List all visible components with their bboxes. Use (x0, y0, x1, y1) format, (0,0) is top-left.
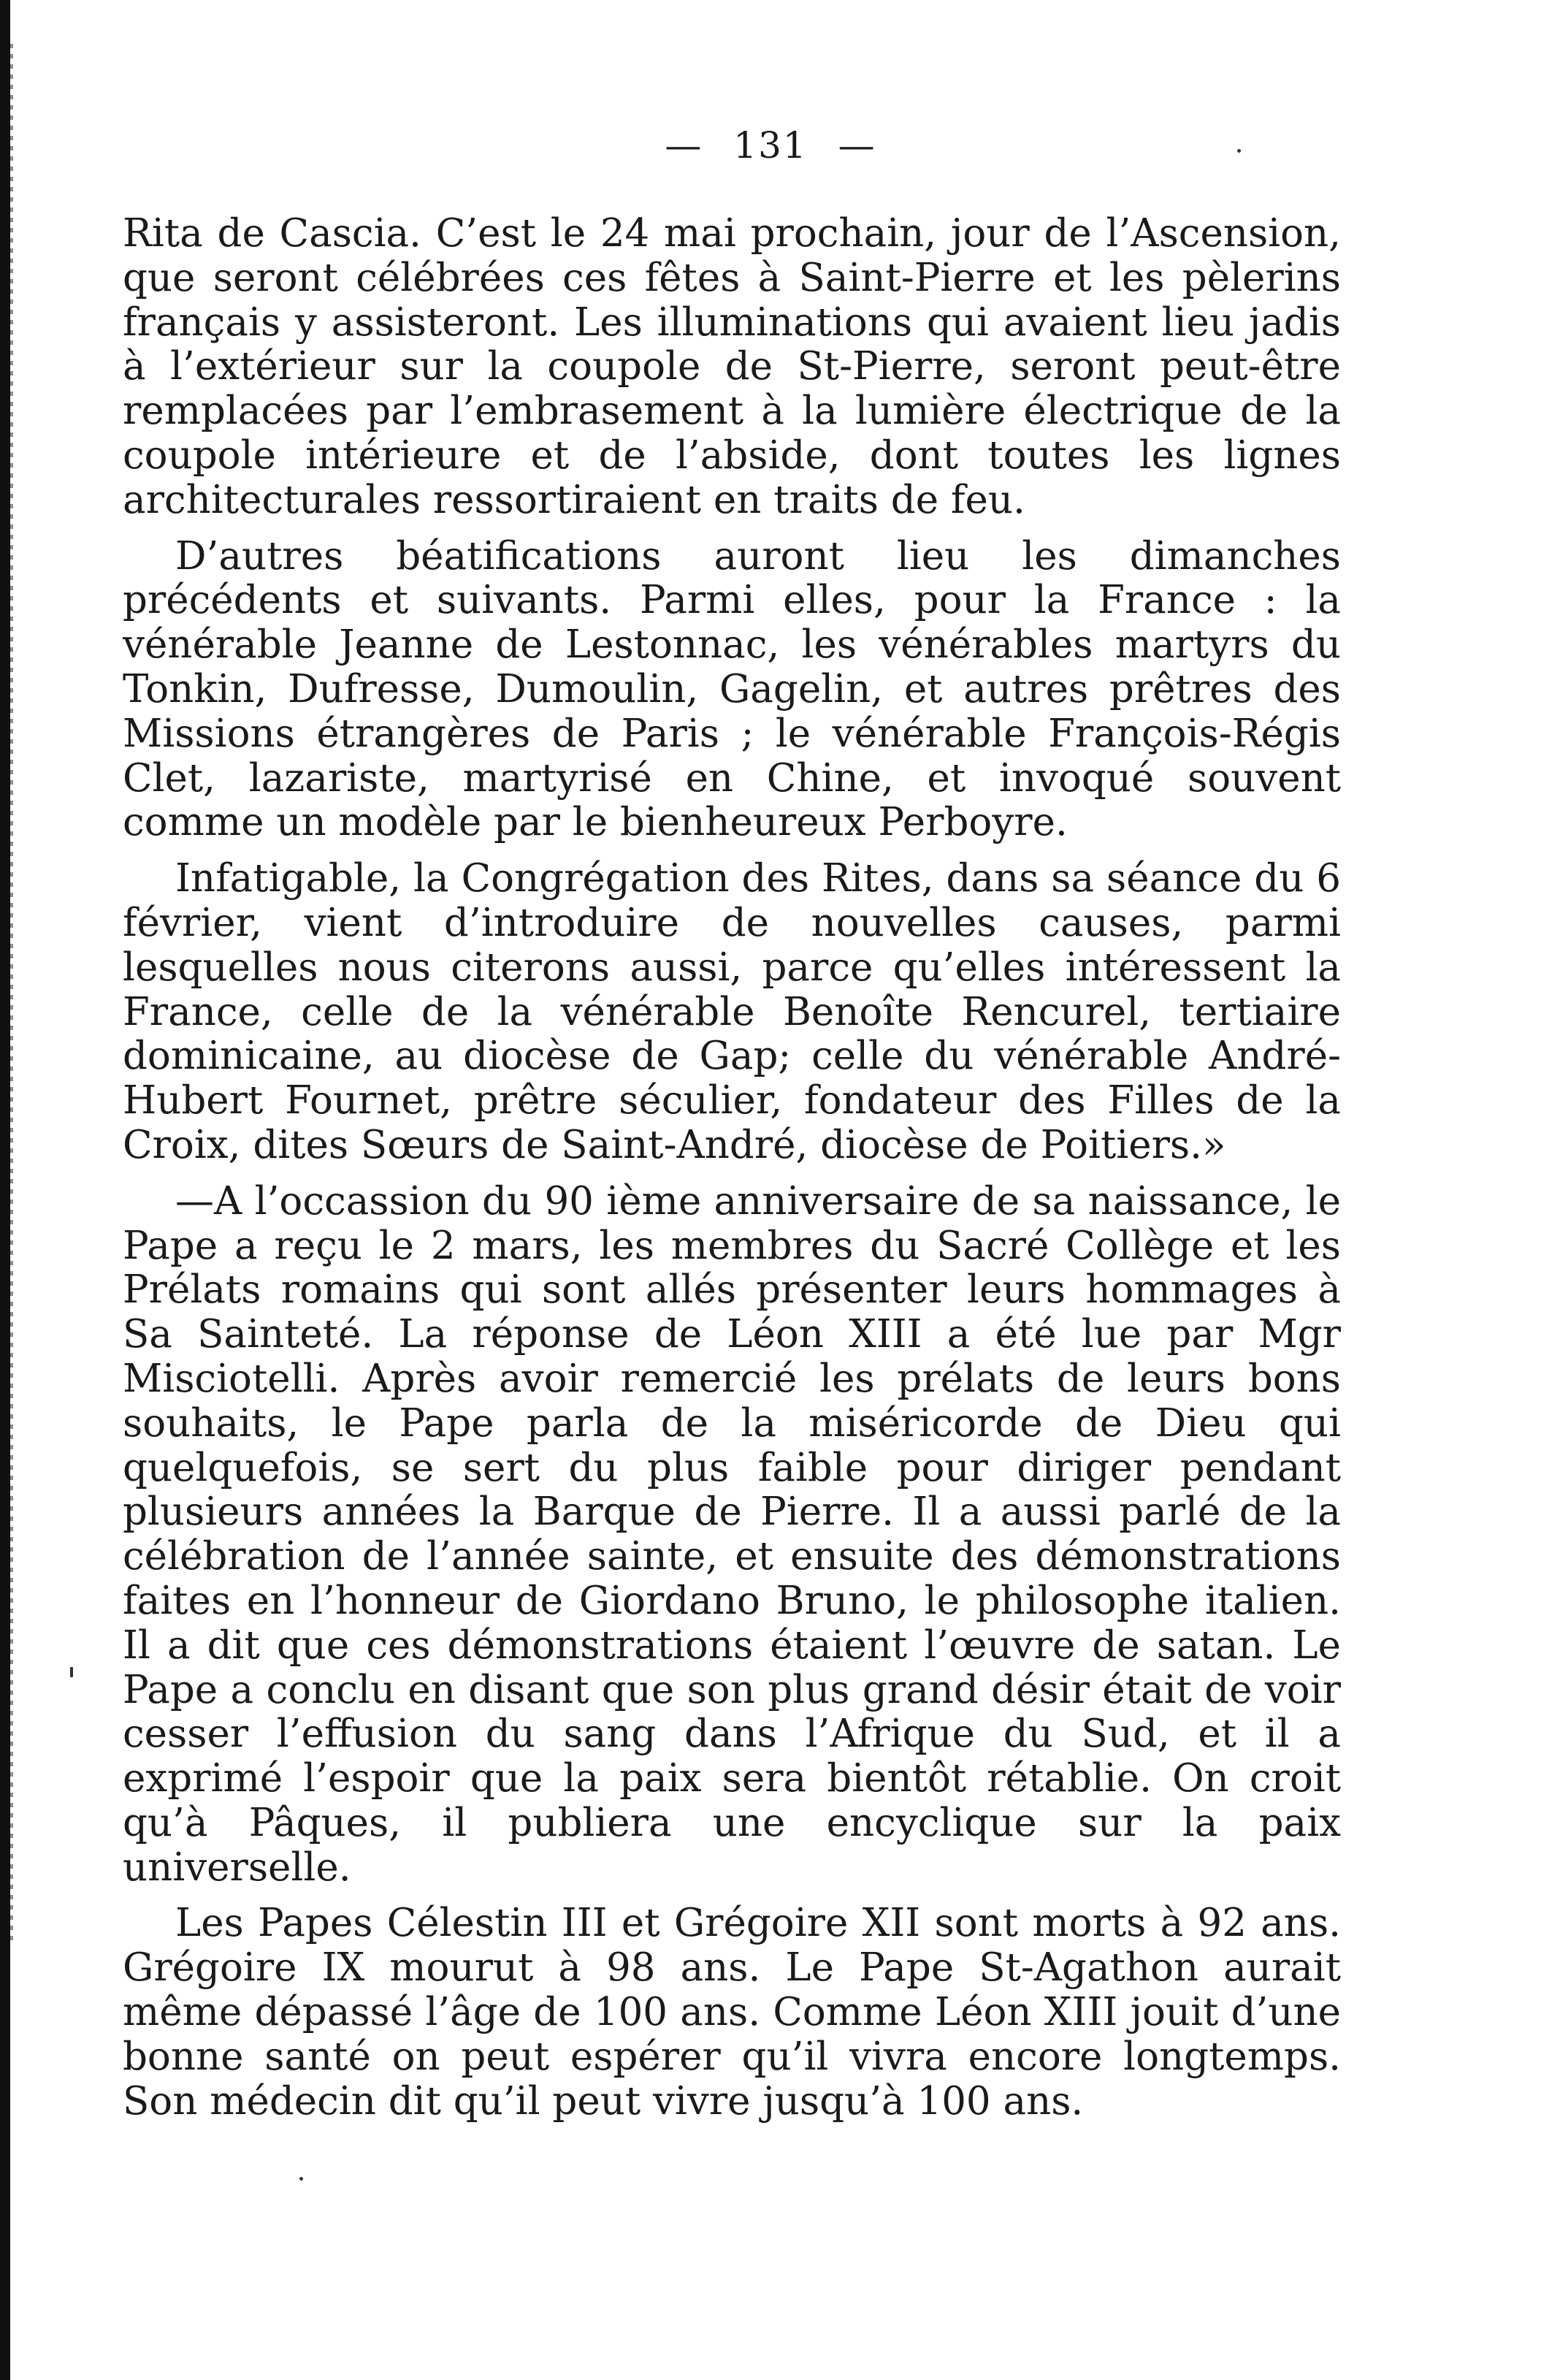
header-dash-left: — (665, 124, 703, 167)
paragraph-5: Les Papes Célestin III et Grégoire XII sont morts à 92 ans. Grégoire IX mourut à 98 ans. Le Pape St-Agathon aurait même dépassé l’âge de 100 ans. Comme Léon XIII jouit d’une bonne santé on peut espérer qu’il vivra encore longtemps. Son médecin dit qu’il peut vivre jusqu’à 100 ans. (123, 1901, 1341, 2124)
paragraph-1: Rita de Cascia. C’est le 24 mai prochain, jour de l’Ascension, que seront célébrées ces fêtes à Saint-Pierre et les pèlerins français y assisteront. Les illuminations qui avaient lieu jadis à l’extérieur sur la coupole de St-Pierre, seront peut-être remplacées par l’embrasement à la lumière électrique de la coupole intérieure et de l’abside, dont toutes les lignes architecturales ressortiraient en traits de feu. (123, 211, 1341, 522)
scan-speck (1237, 149, 1241, 153)
page-number: 131 (733, 124, 808, 167)
paragraph-2: D’autres béatifications auront lieu les dimanches précédents et suivants. Parmi elles, pour la France : la vénérable Jeanne de Lestonnac, les vénérables martyrs du Tonkin, Dufresse, Dumoulin, Gagelin, et autres prêtres des Missions étrangères de Paris ; le vénérable François-Régis Clet, lazariste, martyrisé en Chine, et invoqué souvent comme un modèle par le bienheureux Perboyre. (123, 533, 1341, 845)
scan-binding-edge (0, 0, 10, 2380)
scan-speck (70, 1667, 73, 1677)
article-body (123, 212, 1341, 2135)
paragraph-3: Infatigable, la Congrégation des Rites, dans sa séance du 6 février, vient d’introduire de nouvelles causes, parmi lesquelles nous citerons aussi, parce qu’elles intéressent la France, celle de la vénérable Benoîte Rencurel, tertiaire dominicaine, au diocèse de Gap; celle du vénérable André-Hubert Fournet, prêtre séculier, fondateur des Filles de la Croix, dites Sœurs de Saint-André, diocèse de Poitiers.» (123, 856, 1341, 1167)
page-header (0, 124, 1541, 167)
header-dash-right: — (838, 124, 876, 167)
scan-speck (299, 2177, 303, 2181)
scan-binding-shadow (10, 44, 13, 1943)
paragraph-4: —A l’occassion du 90 ième anniversaire de sa naissance, le Pape a reçu le 2 mars, les membres du Sacré Collège et les Prélats romains qui sont allés présenter leurs hommages à Sa Sainteté. La réponse de Léon XIII a été lue par Mgr Misciotelli. Après avoir remercié les prélats de leurs bons souhaits, le Pape parla de la miséricorde de Dieu qui quelquefois, se sert du plus faible pour diriger pendant plusieurs années la Barque de Pierre. Il a aussi parlé de la célébration de l’année sainte, et ensuite des démonstrations faites en l’honneur de Giordano Bruno, le philosophe italien. Il a dit que ces démonstrations étaient l’œuvre de satan. Le Pape a conclu en disant que son plus grand désir était de voir cesser l’effusion du sang dans l’Afrique du Sud, et il a exprimé l’espoir que la paix sera bientôt rétablie. On croit qu’à Pâques, il publiera une encyclique sur la paix universelle. (123, 1178, 1341, 1890)
